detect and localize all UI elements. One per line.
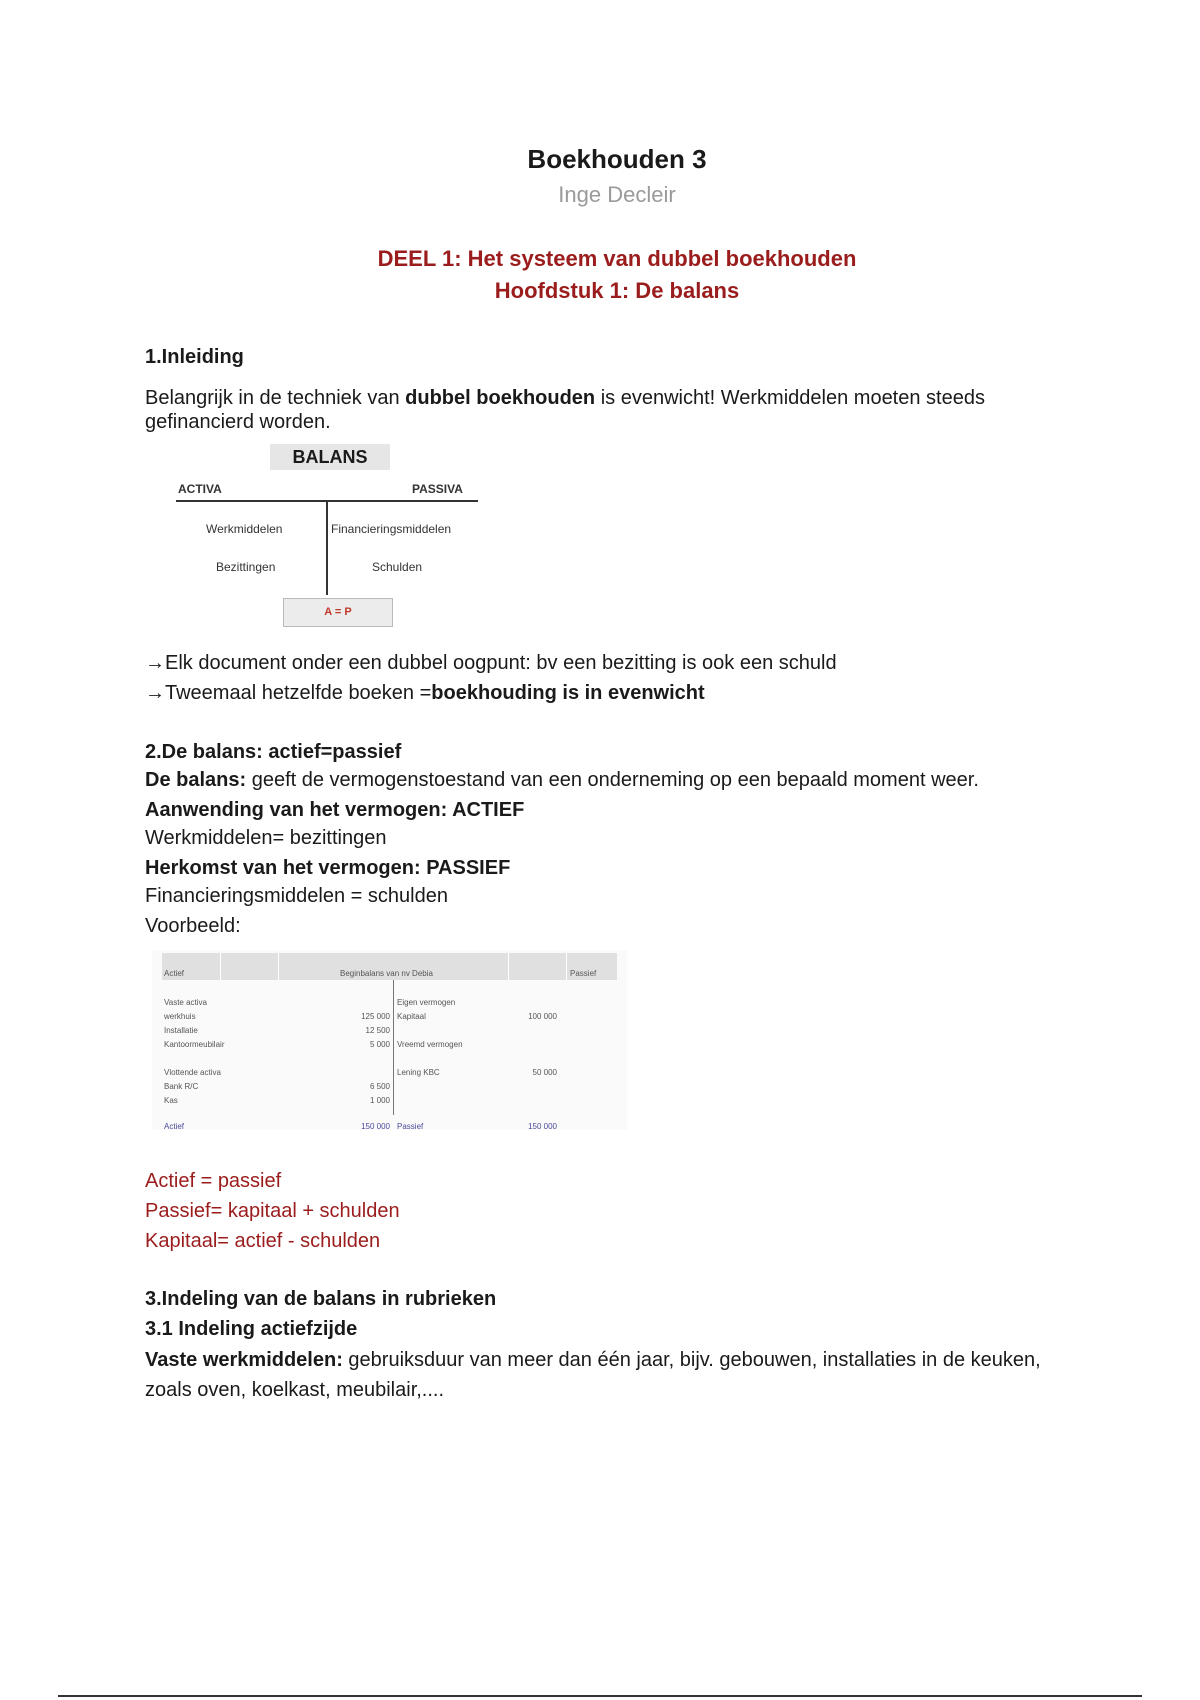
- section-heading-balans: 2.De balans: actief=passief: [145, 741, 402, 763]
- financiering-line: Financieringsmiddelen = schulden: [145, 885, 448, 907]
- section-heading-inleiding: 1.Inleiding: [145, 346, 244, 368]
- formula-line: Kapitaal= actief - schulden: [145, 1230, 381, 1252]
- example-right-label: Vreemd vermogen: [397, 1040, 463, 1049]
- arrow-line-2: [145, 681, 705, 705]
- example-total-passief-label: Passief: [397, 1122, 424, 1131]
- example-header-separator: [220, 953, 221, 980]
- balans-definition-text: geeft de vermogenstoestand van een onderneming op een bepaald moment weer.: [246, 769, 979, 791]
- arrow-line-2-text: →Tweemaal hetzelfde boeken =: [145, 682, 432, 704]
- chapter-title: Hoofdstuk 1: De balans: [494, 278, 740, 303]
- balans-right-item: Schulden: [372, 560, 423, 574]
- example-col-actief: Actief: [164, 969, 185, 978]
- example-header-separator: [566, 953, 567, 980]
- balans-diagram-title: BALANS: [270, 444, 390, 470]
- example-left-value: 5 000: [369, 1040, 390, 1049]
- balans-passiva-header: PASSIVA: [412, 482, 463, 496]
- balans-left-item: Werkmiddelen: [206, 522, 283, 536]
- example-right-label: Eigen vermogen: [397, 998, 456, 1007]
- balans-left-item: Bezittingen: [216, 560, 276, 574]
- vaste-werkmiddelen-text: gebruiksduur van meer dan één jaar, bijv. gebouwen, installaties in de keuken, zoals oven, koelkast, meubilair,....: [145, 1349, 1041, 1401]
- example-balance-table: [152, 950, 627, 1130]
- balans-diagram: [150, 440, 500, 635]
- arrow-line-2-bold: boekhouding is in evenwicht: [431, 682, 705, 704]
- balans-equation: A = P: [283, 598, 393, 627]
- balans-definition: [145, 768, 979, 792]
- intro-paragraph: [145, 386, 1085, 434]
- subsection-heading-actiefzijde: 3.1 Indeling actiefzijde: [145, 1318, 358, 1340]
- example-right-label: Lening KBC: [397, 1068, 440, 1077]
- example-left-label: Kas: [164, 1096, 178, 1105]
- example-right-value: 100 000: [528, 1012, 557, 1021]
- formula-line: Passief= kapitaal + schulden: [145, 1200, 400, 1222]
- example-total-actief-value: 150 000: [361, 1122, 390, 1131]
- aanwending-heading: Aanwending van het vermogen: ACTIEF: [145, 799, 525, 821]
- balans-vertical-line: [326, 500, 328, 595]
- balans-definition-bold: De balans:: [145, 769, 247, 791]
- intro-text-bold: dubbel boekhouden: [405, 387, 596, 409]
- document-author: Inge Decleir: [558, 182, 676, 207]
- example-total-passief-value: 150 000: [528, 1122, 557, 1131]
- example-header-separator: [508, 953, 509, 980]
- footer-divider: [58, 1695, 1142, 1697]
- formula-line: Actief = passief: [145, 1170, 282, 1192]
- example-header-separator: [278, 953, 279, 980]
- werkmiddelen-line: Werkmiddelen= bezittingen: [145, 827, 387, 849]
- example-left-label: Vaste activa: [164, 998, 207, 1007]
- arrow-line-1: →Elk document onder een dubbel oogpunt: bv een bezitting is ook een schuld: [145, 652, 837, 674]
- example-col-title: Beginbalans van nv Debia: [340, 969, 433, 978]
- part-title: DEEL 1: Het systeem van dubbel boekhouden: [377, 246, 857, 271]
- example-left-label: Bank R/C: [164, 1082, 199, 1091]
- example-left-value: 6 500: [369, 1082, 390, 1091]
- example-divider-line: [393, 980, 394, 1115]
- example-total-actief-label: Actief: [164, 1122, 185, 1131]
- example-left-value: 12 500: [365, 1026, 390, 1035]
- document-title: Boekhouden 3: [527, 144, 707, 174]
- example-left-value: 125 000: [361, 1012, 390, 1021]
- example-col-passief: Passief: [570, 969, 597, 978]
- voorbeeld-label: Voorbeeld:: [145, 915, 241, 937]
- intro-text-post: is evenwicht! Werkmiddelen moeten steeds gefinancierd worden.: [145, 387, 985, 433]
- example-right-label: Kapitaal: [397, 1012, 426, 1021]
- balans-right-item: Financieringsmiddelen: [331, 522, 452, 536]
- intro-text-pre: Belangrijk in de techniek van: [145, 387, 406, 409]
- example-left-value: 1 000: [369, 1096, 390, 1105]
- herkomst-heading: Herkomst van het vermogen: PASSIEF: [145, 857, 511, 879]
- example-left-label: werkhuis: [164, 1012, 196, 1021]
- vaste-werkmiddelen-bold: Vaste werkmiddelen:: [145, 1349, 343, 1371]
- vaste-werkmiddelen-paragraph: [145, 1345, 1085, 1405]
- example-left-label: Vlottende activa: [164, 1068, 221, 1077]
- balans-activa-header: ACTIVA: [178, 482, 222, 496]
- section-heading-indeling: 3.Indeling van de balans in rubrieken: [145, 1288, 497, 1310]
- example-left-label: Installatie: [164, 1026, 198, 1035]
- example-left-label: Kantoormeubilair: [164, 1040, 225, 1049]
- example-right-value: 50 000: [532, 1068, 557, 1077]
